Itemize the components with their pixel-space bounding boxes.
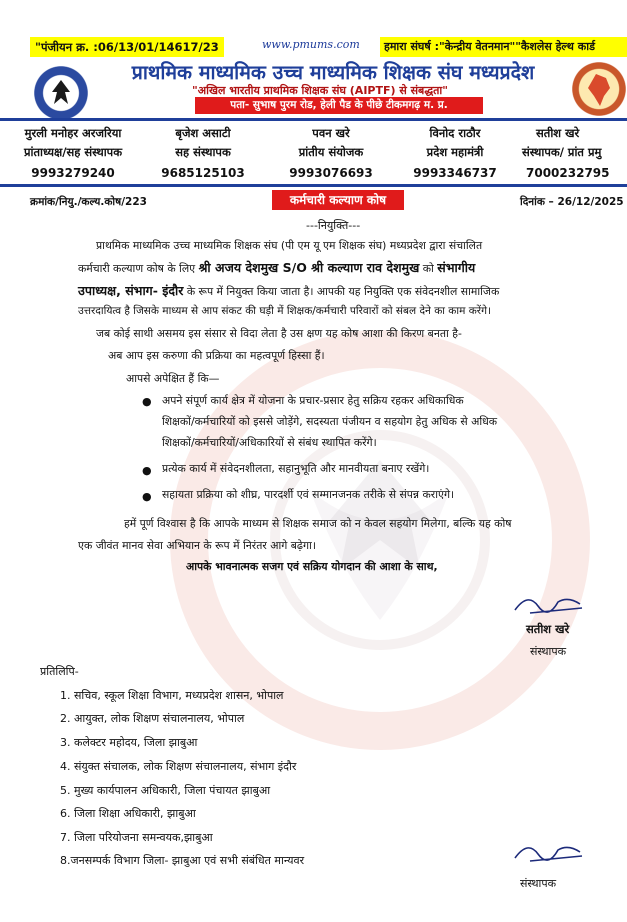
copy-item: 3. कलेक्टर महोदय, जिला झाबुआ	[60, 736, 198, 749]
bullet-1-line-1: अपने संपूर्ण कार्य क्षेत्र में योजना के प्रचार-प्रसार हेतु सक्रिय रहकर अधिकाधिक	[162, 394, 464, 407]
paragraph-1-text: के रूप में नियुक्त किया जाता है। आपकी यह नियुक्ति एक संवेदनशील सामाजिक	[186, 285, 500, 298]
member-role: प्रदेश महामंत्री	[426, 145, 484, 159]
paragraph-1-line-2	[78, 258, 475, 279]
member-role: प्रांताध्यक्ष/सह संस्थापक	[23, 145, 123, 159]
member-phone: 9993346737	[413, 166, 497, 180]
position-title: संभागीय	[437, 260, 476, 275]
bullet-3: सहायता प्रक्रिया को शीघ्र, पारदर्शी एवं सम्मानजनक तरीके से संपन्न कराएंगे।	[162, 488, 455, 501]
copy-item: 2. आयुक्त, लोक शिक्षण संचालनालय, भोपाल	[60, 712, 245, 725]
letter-date: दिनांक – 26/12/2025	[520, 196, 624, 208]
member-role: प्रांतीय संयोजक	[298, 145, 364, 159]
bullet-icon: ●	[142, 395, 152, 408]
fund-title-banner: कर्मचारी कल्याण कोष	[272, 190, 404, 210]
website-link[interactable]: www.pmums.com	[262, 38, 360, 51]
members-divider	[0, 184, 627, 187]
expectations-heading: आपसे अपेक्षित हैं कि—	[126, 372, 220, 385]
paragraph-1-text: कर्मचारी कल्याण कोष के लिए	[78, 262, 196, 275]
member-name: मुरली मनोहर अरजरिया	[24, 126, 122, 140]
copy-item: 4. संयुक्त संचालक, लोक शिक्षण संचालनालय, संभाग इंदौर	[60, 760, 297, 773]
member-role: संस्थापक/ प्रांत प्रमु	[522, 145, 602, 159]
member-role: सह संस्थापक	[175, 145, 231, 159]
paragraph-1-line-1: प्राथमिक माध्यमिक उच्च माध्यमिक शिक्षक संघ (पी एम यू एम शिक्षक संघ) मध्यप्रदेश द्वारा संचालित	[96, 239, 483, 252]
member-phone: 7000232795	[526, 166, 610, 180]
member-name: विनोद राठौर	[429, 126, 481, 140]
copy-item: 7. जिला परियोजना समन्वयक,झाबुआ	[60, 831, 213, 844]
member-phone: 9993279240	[31, 166, 115, 180]
paragraph-1-text: को	[422, 262, 434, 275]
member-3	[268, 124, 394, 183]
member-5	[510, 124, 627, 183]
member-name: सतीश खरे	[536, 126, 580, 140]
header-divider	[0, 118, 627, 121]
signer-role: संस्थापक	[530, 645, 567, 658]
copy-item: 8.जनसम्पर्क विभाग जिला- झाबुआ एवं सभी संबंधित मान्यवर	[60, 854, 305, 867]
copy-heading: प्रतिलिपि-	[40, 665, 79, 678]
closing-line: आपके भावनात्मक सजग एवं सक्रिय योगदान की आशा के साथ,	[186, 560, 438, 573]
slogan-banner: हमारा संघर्ष :"केन्द्रीय वेतनमान""कैशलेस हेल्थ कार्ड	[380, 37, 627, 57]
bullet-icon: ●	[142, 490, 152, 503]
organization-name: प्राथमिक माध्यमिक उच्च माध्यमिक शिक्षक संघ मध्यप्रदेश	[131, 61, 535, 84]
affiliation-text: "अखिल भारतीय प्राथमिक शिक्षक संघ (AIPTF) से संबद्धता"	[192, 84, 448, 97]
copy-item: 5. मुख्य कार्यपालन अधिकारी, जिला पंचायत झाबुआ	[60, 784, 271, 797]
copy-item: 1. सचिव, स्कूल शिक्षा विभाग, मध्यप्रदेश शासन, भोपाल	[60, 689, 284, 702]
member-name: पवन खरे	[312, 126, 350, 140]
appointee-name: श्री अजय देशमुख S/O श्री कल्याण राव देशमुख	[198, 260, 420, 275]
bullet-icon: ●	[142, 464, 152, 477]
association-emblem-icon	[30, 62, 92, 124]
member-1	[10, 124, 136, 183]
india-map-emblem-icon	[568, 58, 627, 120]
paragraph-2: अब आप इस करुणा की प्रक्रिया का महत्वपूर्ण हिस्सा हैं।	[108, 349, 325, 362]
address-banner: पता- सुभाष पुरम रोड, हेली पैड के पीछे टीकमगढ़ म. प्र.	[195, 97, 483, 114]
bullet-1-line-3: शिक्षकों/कर्मचारियों/अधिकारियों से संबंध स्थापित करेंगे।	[162, 436, 377, 449]
paragraph-3-line-1: हमें पूर्ण विश्वास है कि आपके माध्यम से शिक्षक समाज को न केवल सहयोग मिलेगा, बल्कि यह कोष	[124, 517, 512, 530]
member-4	[392, 124, 518, 183]
paragraph-3-line-2: एक जीवंत मानव सेवा अभियान के रूप में निरंतर आगे बढ़ेगा।	[78, 539, 316, 552]
copy-item: 6. जिला शिक्षा अधिकारी, झाबुआ	[60, 807, 196, 820]
position-title-continued: उपाध्यक्ष, संभाग- इंदौर	[78, 283, 184, 298]
registration-number: "पंजीयन क्र. :06/13/01/14617/23	[30, 37, 224, 57]
member-2	[140, 124, 266, 183]
bottom-signer-role: संस्थापक	[520, 877, 557, 890]
reference-number: क्रमांक/नियु./कल्य.कोष/223	[30, 196, 147, 208]
signature-mark	[510, 588, 590, 618]
member-name: बृजेश असाटी	[175, 126, 231, 140]
signer-name: सतीश खरे	[526, 622, 570, 636]
member-phone: 9993076693	[289, 166, 373, 180]
member-phone: 9685125103	[161, 166, 245, 180]
signature-mark-bottom	[510, 836, 590, 866]
paragraph-1-line-4: उत्तरदायित्व है जिसके माध्यम से आप संकट की घड़ी में शिक्षक/कर्मचारी परिवारों को संबल देने का काम करेंगे।	[78, 305, 491, 317]
letter-subject: ---नियुक्ति---	[306, 219, 361, 232]
bullet-2: प्रत्येक कार्य में संवेदनशीलता, सहानुभूति और मानवीयता बनाए रखेंगे।	[162, 462, 430, 475]
paragraph-1-line-5: जब कोई साथी असमय इस संसार से विदा लेता है उस क्षण यह कोष आशा की किरण बनता है-	[96, 327, 462, 340]
paragraph-1-line-3	[78, 281, 499, 302]
bullet-1-line-2: शिक्षकों/कर्मचारियों को इससे जोड़ेंगे, सदस्यता पंजीयन व सहयोग हेतु अधिक से अधिक	[162, 415, 498, 428]
